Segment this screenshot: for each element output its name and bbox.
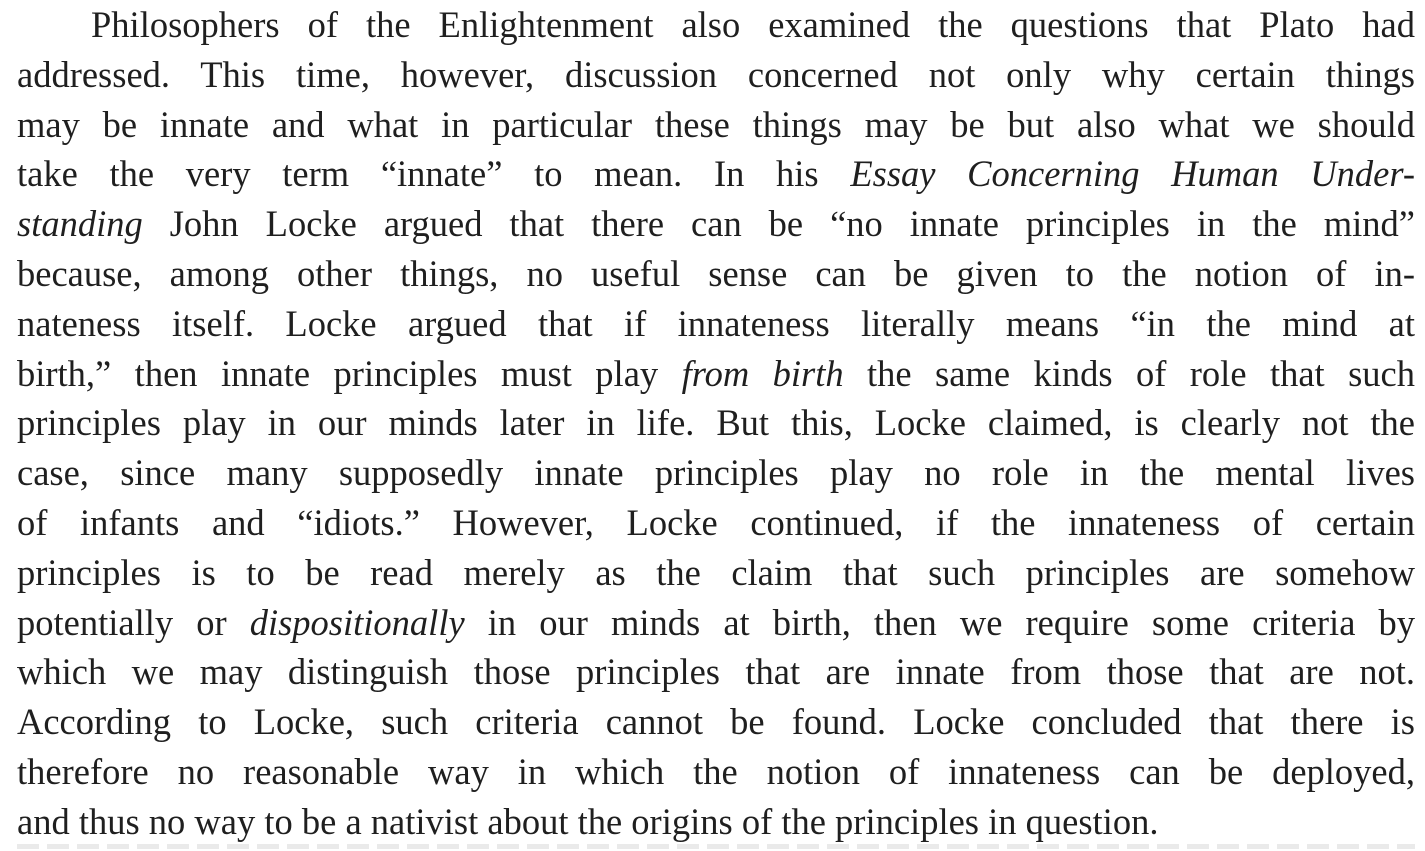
text-line bbox=[17, 747, 1415, 797]
next-line-cutoff bbox=[0, 844, 1425, 851]
text-segment: According to Locke, such criteria cannot be found. Locke concluded that there is bbox=[17, 701, 1415, 743]
text-segment: take the very term “innate” to mean. In his bbox=[17, 153, 851, 195]
text-segment: nateness itself. Locke argued that if innateness literally means “in the mind at bbox=[17, 302, 1415, 344]
text-line bbox=[17, 448, 1415, 498]
cutoff-ink bbox=[17, 844, 1415, 849]
text-segment: of infants and “idiots.” However, Locke continued, if the innateness of certain bbox=[17, 501, 1415, 543]
text-segment: potentially or bbox=[17, 601, 250, 643]
text-line bbox=[17, 697, 1415, 747]
text-segment: addressed. This time, however, discussion concerned not only why certain things bbox=[17, 53, 1415, 95]
text-line bbox=[17, 299, 1415, 349]
text-segment: birth,” then innate principles must play bbox=[17, 352, 682, 394]
text-line bbox=[17, 548, 1415, 598]
text-segment: and thus no way to be a nativist about the origins of the principles in question. bbox=[17, 800, 1159, 842]
text-segment: in our minds at birth, then we require some criteria by bbox=[464, 601, 1415, 643]
text-line bbox=[17, 647, 1415, 697]
italic-text-segment: Essay Concerning Human Under- bbox=[850, 153, 1415, 195]
text-line bbox=[17, 598, 1415, 648]
text-line bbox=[17, 50, 1415, 100]
text-segment: because, among other things, no useful sense can be given to the notion of in- bbox=[17, 252, 1415, 294]
text-segment: therefore no reasonable way in which the notion of innateness can be deployed, bbox=[17, 750, 1415, 792]
text-segment: principles is to be read merely as the claim that such principles are somehow bbox=[17, 551, 1415, 593]
text-segment: may be innate and what in particular these things may be but also what we should bbox=[17, 103, 1415, 145]
body-paragraph bbox=[17, 0, 1415, 847]
text-segment: John Locke argued that there can be “no innate principles in the mind” bbox=[142, 203, 1415, 245]
text-line bbox=[17, 100, 1415, 150]
text-line bbox=[17, 0, 1415, 50]
text-line bbox=[17, 199, 1415, 249]
text-segment: which we may distinguish those principles that are innate from those that are not. bbox=[17, 651, 1415, 693]
italic-text-segment: standing bbox=[17, 203, 143, 245]
text-line bbox=[17, 398, 1415, 448]
text-line bbox=[17, 249, 1415, 299]
text-line bbox=[17, 349, 1415, 399]
text-line bbox=[17, 498, 1415, 548]
text-segment: the same kinds of role that such bbox=[843, 352, 1416, 394]
text-segment: principles play in our minds later in life. But this, Locke claimed, is clearly not the bbox=[17, 402, 1415, 444]
italic-text-segment: from birth bbox=[681, 352, 844, 394]
italic-text-segment: dispositionally bbox=[249, 601, 465, 643]
text-line bbox=[17, 149, 1415, 199]
text-segment: Philosophers of the Enlightenment also examined the questions that Plato had bbox=[91, 4, 1415, 45]
text-line bbox=[17, 797, 1415, 847]
text-segment: case, since many supposedly innate principles play no role in the mental lives bbox=[17, 452, 1415, 494]
